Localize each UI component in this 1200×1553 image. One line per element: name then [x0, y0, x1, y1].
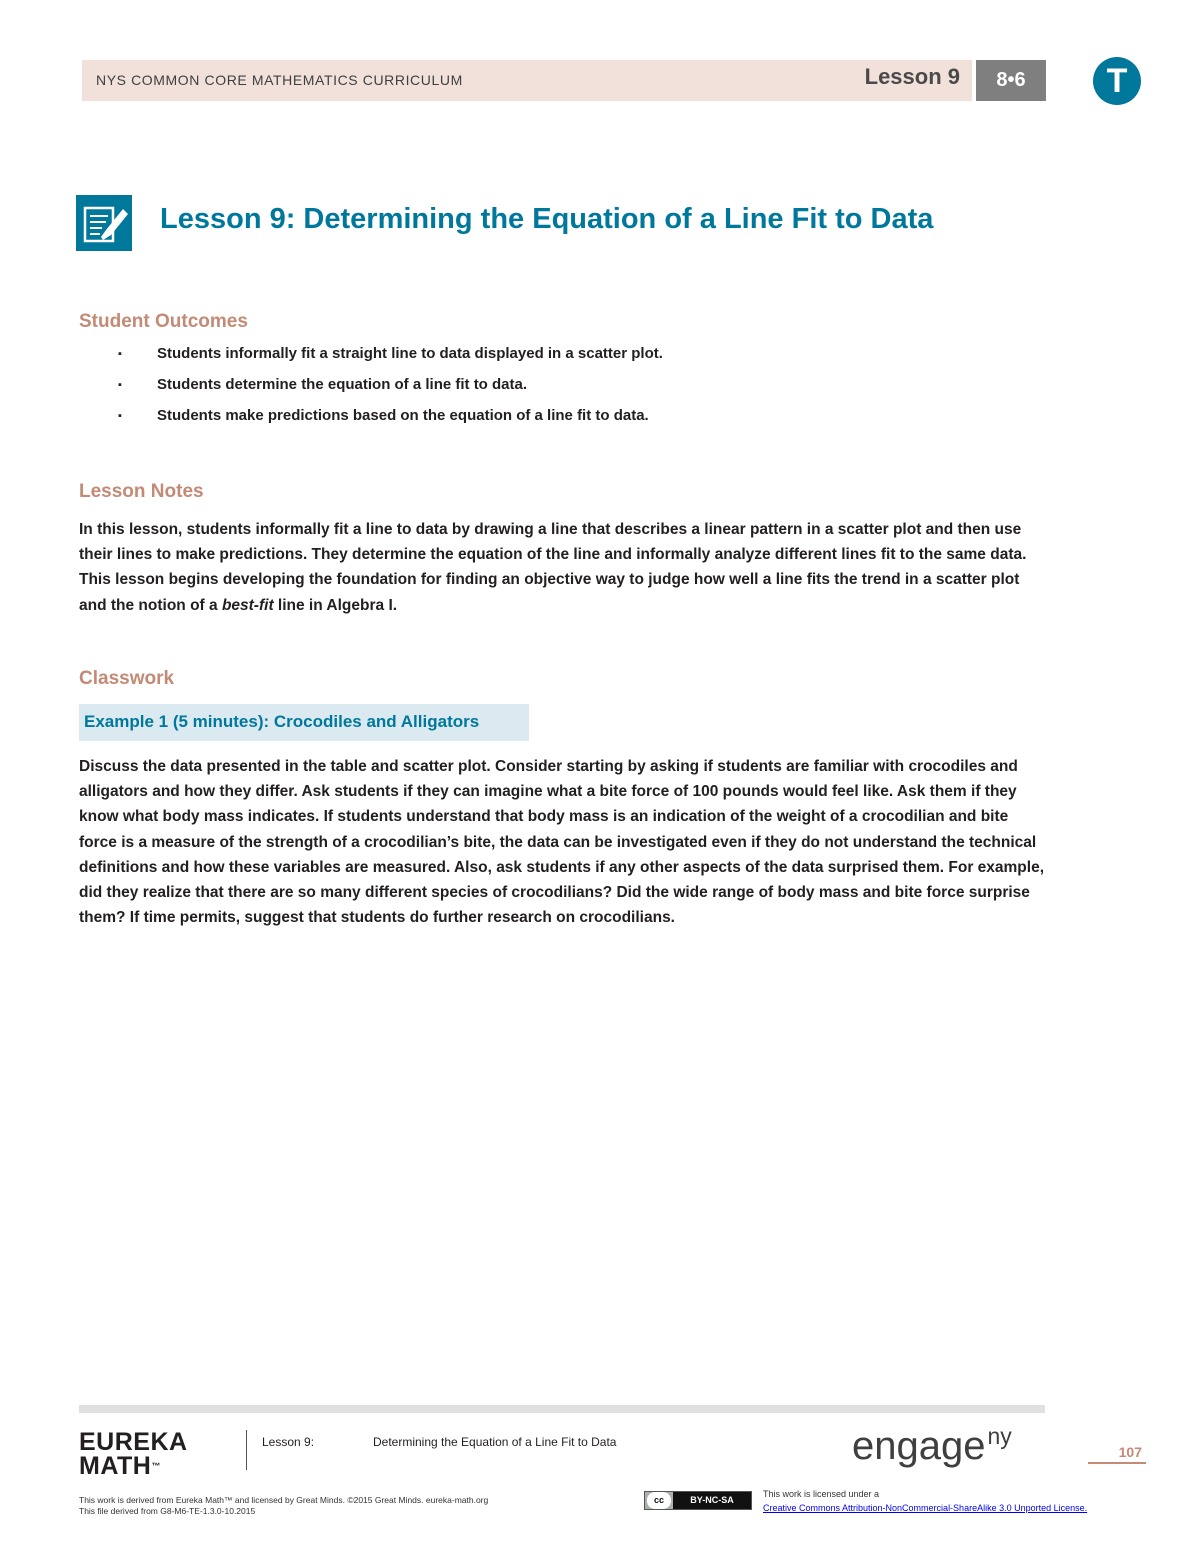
grade-module-badge: 8•6	[976, 60, 1046, 101]
notepad-pencil-icon	[76, 195, 132, 251]
bullet-mark: ▪	[118, 348, 122, 360]
lesson-notes-heading: Lesson Notes	[79, 481, 204, 502]
footer-credit: This work is derived from Eureka Math™ and licensed by Great Minds. ©2015 Great Minds. eureka-math.org This file derived from G8-M6-TE-1.3.0-10.2015	[79, 1495, 489, 1516]
classwork-paragraph: Discuss the data presented in the table and scatter plot. Consider starting by asking if students are familiar with crocodiles and alligators and how they differ. Ask students if they can imagine what a bite force of 100 pounds would feel like. Ask them if they know what body mass indicates. If students understand that body mass is an indication of the weight of a crocodilian and bite force is a measure of the strength of a crocodilian’s bite, the data can be investigated even if they do not understand the technical definitions and how these variables are measured. Also, ask students if any other aspects of the data surprised them. For example, did they realize that there are so many different species of crocodilians? Did the wide range of body mass and bite force surprise them? If time permits, suggest that students do further research on crocodilians.	[79, 758, 1045, 927]
footer-lesson-title: Determining the Equation of a Line Fit to Data	[373, 1435, 617, 1449]
example-label: Example 1 (5 minutes): Crocodiles and Alligators	[84, 712, 480, 731]
cc-license-badge: cc BY-NC-SA	[644, 1491, 752, 1510]
cc-icon: cc	[647, 1492, 671, 1509]
student-outcomes-heading: Student Outcomes	[79, 311, 248, 332]
student-outcomes-list	[118, 343, 663, 436]
curriculum-name: NYS COMMON CORE MATHEMATICS CURRICULUM	[96, 72, 463, 88]
classwork-heading: Classwork	[79, 668, 175, 689]
page-number: 107	[1088, 1444, 1146, 1464]
teacher-badge: T	[1093, 57, 1141, 105]
footer-rule	[79, 1405, 1045, 1413]
footer-lesson-label: Lesson 9:	[262, 1435, 315, 1449]
list-item: ▪ Students make predictions based on the equation of a line fit to data.	[118, 405, 663, 436]
license-text: This work is licensed under a	[763, 1489, 880, 1499]
page-title: Lesson 9: Determining the Equation of a Line Fit to Data	[160, 203, 934, 235]
list-item: ▪ Students determine the equation of a line fit to data.	[118, 374, 663, 405]
bullet-mark: ▪	[118, 379, 122, 391]
license-link[interactable]: Creative Commons Attribution-NonCommercial-ShareAlike 3.0 Unported License.	[763, 1503, 1088, 1513]
bullet-mark: ▪	[118, 410, 122, 422]
engageny-logo: engage$^{ny}$	[852, 1423, 1012, 1468]
header-lesson: Lesson 9	[864, 64, 960, 89]
eureka-math-logo: EUREKA MATH™	[79, 1428, 188, 1480]
lesson-notes-paragraph: In this lesson, students informally fit a line to data by drawing a line that describes a linear pattern in a scatter plot and then use their lines to make predictions. They determine the equation of the line and informally analyze different lines fit to the same data. This lesson begins developing the foundation for finding an objective way to judge how well a line fits the trend in a scatter plot and the notion of a best-fit line in Algebra I.	[79, 521, 1027, 614]
list-item: ▪ Students informally fit a straight line to data displayed in a scatter plot.	[118, 343, 663, 374]
footer-divider	[246, 1430, 247, 1470]
